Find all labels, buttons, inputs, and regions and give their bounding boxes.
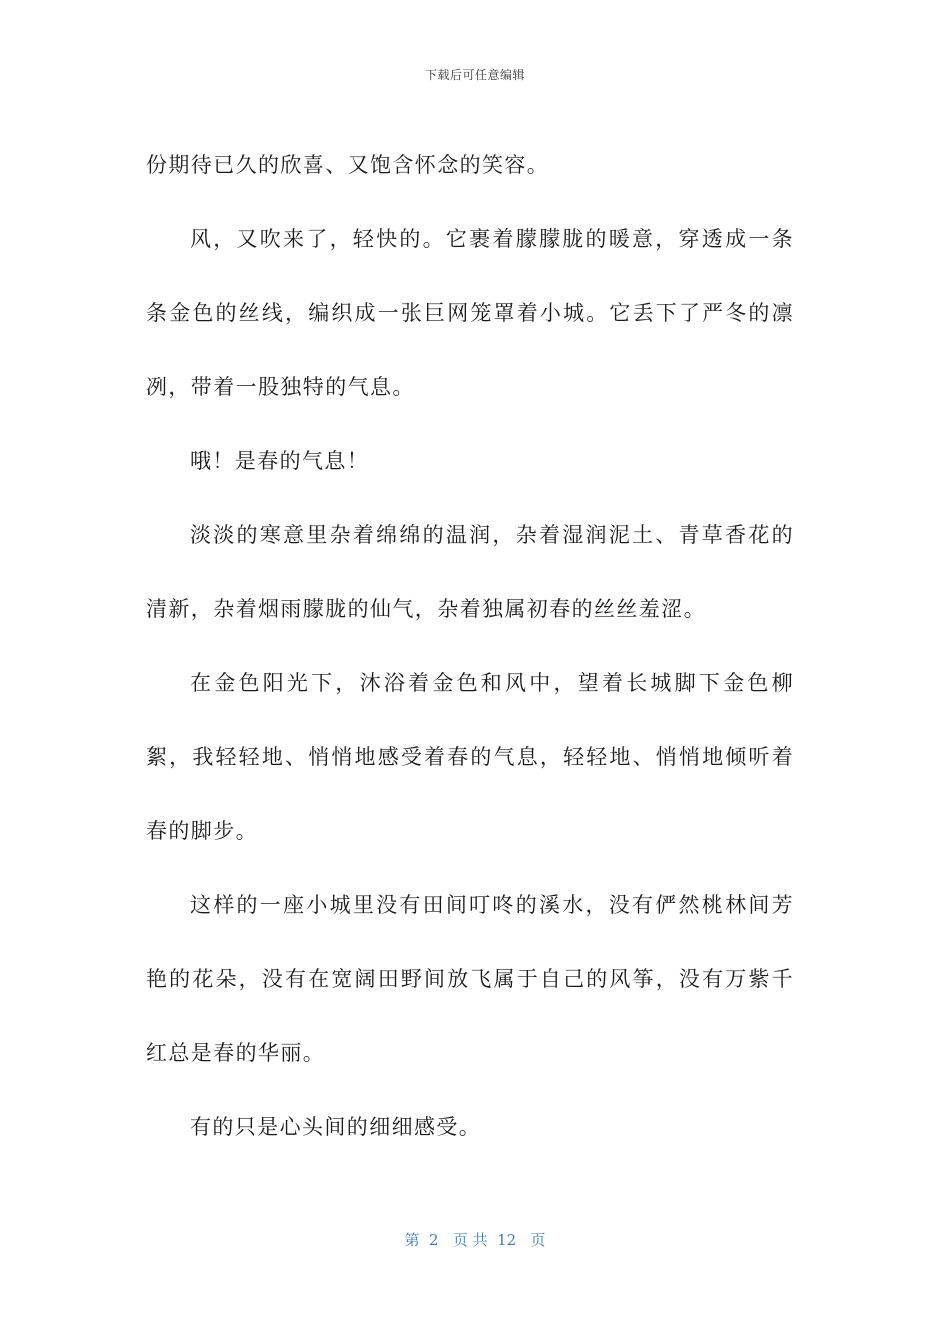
- document-body: [146, 128, 794, 1164]
- page-number-footer: 第 2 页 共 12 页: [404, 1231, 546, 1249]
- paragraph-5: 在金色阳光下，沐浴着金色和风中，望着长城脚下金色柳絮，我轻轻地、悄悄地感受着春的气息，轻轻地、悄悄地倾听着春的脚步。: [146, 671, 794, 843]
- paragraph-3: 哦！是春的气息！: [190, 449, 370, 473]
- paragraph-1: 份期待已久的欣喜、又饱含怀念的笑容。: [146, 153, 550, 177]
- paragraph-7: 有的只是心头间的细细感受。: [190, 1115, 482, 1139]
- paragraph-2: 风，又吹来了，轻快的。它裹着朦朦胧的暖意，穿透成一条条金色的丝线，编织成一张巨网笼罩着小城。它丢下了严冬的凛冽，带着一股独特的气息。: [146, 227, 794, 399]
- paragraph-6: 这样的一座小城里没有田间叮咚的溪水，没有俨然桃林间芳艳的花朵，没有在宽阔田野间放飞属于自己的风筝，没有万紫千红总是春的华丽。: [146, 893, 794, 1065]
- paragraph-4: 淡淡的寒意里杂着绵绵的温润，杂着湿润泥土、青草香花的清新，杂着烟雨朦胧的仙气，杂着独属初春的丝丝羞涩。: [146, 523, 794, 621]
- page-header: 下载后可任意编辑: [424, 68, 525, 82]
